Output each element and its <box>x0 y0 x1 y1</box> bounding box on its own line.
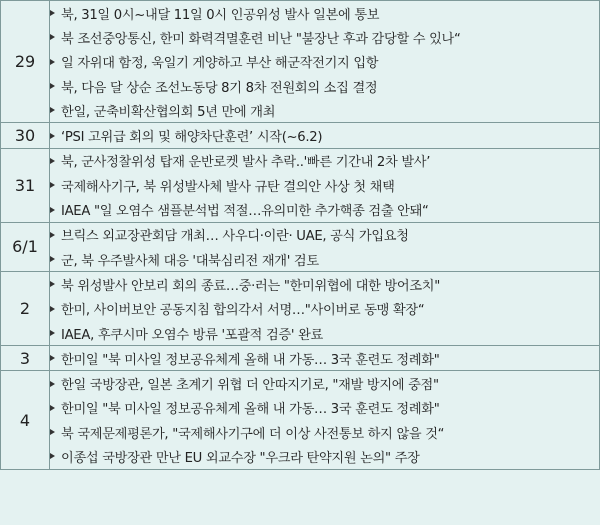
events-cell <box>50 123 600 148</box>
timeline-row <box>1 346 600 371</box>
triangle-bullet-icon <box>50 429 55 435</box>
event-text: 북 위성발사 안보리 회의 종료…중·러는 "한미위협에 대한 방어조치" <box>61 278 440 294</box>
event-item <box>50 396 599 420</box>
event-text: 한일, 군축비확산협의회 5년 만에 개최 <box>61 104 276 120</box>
event-item <box>50 197 599 221</box>
triangle-bullet-icon <box>50 207 55 213</box>
event-text: 북, 31일 0시~내달 11일 0시 인공위성 발사 일본에 통보 <box>61 7 380 23</box>
event-text: 국제해사기구, 북 위성발사체 발사 규탄 결의안 사상 첫 채택 <box>61 179 395 195</box>
event-item <box>50 25 599 49</box>
triangle-bullet-icon <box>50 83 55 89</box>
events-cell <box>50 1 600 123</box>
event-item <box>50 50 599 74</box>
triangle-bullet-icon <box>50 330 55 336</box>
triangle-bullet-icon <box>50 133 55 139</box>
event-item <box>50 346 599 370</box>
events-cell <box>50 371 600 469</box>
events-cell <box>50 346 600 371</box>
event-item <box>50 1 599 25</box>
event-text: 브릭스 외교장관회담 개최… 사우디·이란· UAE, 공식 가입요청 <box>61 229 409 245</box>
event-item <box>50 149 599 173</box>
event-text: 한미일 "북 미사일 정보공유체계 올해 내 가동… 3국 훈련도 정례화" <box>61 402 440 418</box>
event-text: 북 국제문제평론가, "국제해사기구에 더 이상 사전통보 하지 않을 것“ <box>61 426 445 442</box>
triangle-bullet-icon <box>50 10 55 16</box>
event-item <box>50 98 599 122</box>
event-text: 한일 국방장관, 일본 초계기 위협 더 안따지기로, "재발 방지에 중점" <box>61 378 439 394</box>
event-text: 군, 북 우주발사체 대응 '대북심리전 재개' 검토 <box>61 253 319 269</box>
triangle-bullet-icon <box>50 453 55 459</box>
triangle-bullet-icon <box>50 34 55 40</box>
event-text: 한미일 "북 미사일 정보공유체계 올해 내 가동… 3국 훈련도 정례화" <box>61 352 440 368</box>
event-text: ‘PSI 고위급 회의 및 해양차단훈련’ 시작(~6.2) <box>61 130 323 146</box>
triangle-bullet-icon <box>50 107 55 113</box>
date-cell: 31 <box>1 148 50 222</box>
event-item <box>50 444 599 468</box>
events-cell <box>50 148 600 222</box>
event-item <box>50 223 599 247</box>
timeline-row <box>1 123 600 148</box>
date-cell: 3 <box>1 346 50 371</box>
event-item <box>50 371 599 395</box>
date-cell: 4 <box>1 371 50 469</box>
date-cell: 29 <box>1 1 50 123</box>
event-text: 북, 군사정찰위성 탑재 운반로켓 발사 추락..'빠른 기간내 2차 발사’ <box>61 155 431 171</box>
event-item <box>50 321 599 345</box>
triangle-bullet-icon <box>50 306 55 312</box>
timeline-row <box>1 272 600 346</box>
triangle-bullet-icon <box>50 281 55 287</box>
timeline-body <box>1 1 600 470</box>
event-item <box>50 123 599 147</box>
events-cell <box>50 222 600 272</box>
event-text: 북 조선중앙통신, 한미 화력격멸훈련 비난 "불장난 후과 감당할 수 있나“ <box>61 31 461 47</box>
triangle-bullet-icon <box>50 232 55 238</box>
event-text: 이종섭 국방장관 만난 EU 외교수장 "우크라 탄약지원 논의" 주장 <box>61 450 420 466</box>
timeline-row <box>1 371 600 469</box>
event-text: 북, 다음 달 상순 조선노동당 8기 8차 전원회의 소집 결정 <box>61 80 378 96</box>
events-cell <box>50 272 600 346</box>
event-item <box>50 420 599 444</box>
date-cell: 2 <box>1 272 50 346</box>
triangle-bullet-icon <box>50 355 55 361</box>
triangle-bullet-icon <box>50 182 55 188</box>
event-text: IAEA "일 오염수 샘플분석법 적절…유의미한 추가핵종 검출 안돼“ <box>61 204 429 220</box>
timeline-row <box>1 148 600 222</box>
triangle-bullet-icon <box>50 381 55 387</box>
triangle-bullet-icon <box>50 256 55 262</box>
event-item <box>50 173 599 197</box>
date-cell: 30 <box>1 123 50 148</box>
event-text: IAEA, 후쿠시마 오염수 방류 '포괄적 검증' 완료 <box>61 327 323 343</box>
event-item <box>50 74 599 98</box>
triangle-bullet-icon <box>50 59 55 65</box>
event-item <box>50 272 599 296</box>
event-item <box>50 297 599 321</box>
timeline-row <box>1 1 600 123</box>
event-text: 일 자위대 함정, 욱일기 게양하고 부산 해군작전기지 입항 <box>61 56 379 72</box>
event-item <box>50 247 599 271</box>
triangle-bullet-icon <box>50 158 55 164</box>
event-text: 한미, 사이버보안 공동지침 합의각서 서명…"사이버로 동맹 확장“ <box>61 303 425 319</box>
date-cell: 6/1 <box>1 222 50 272</box>
triangle-bullet-icon <box>50 405 55 411</box>
timeline-row <box>1 222 600 272</box>
